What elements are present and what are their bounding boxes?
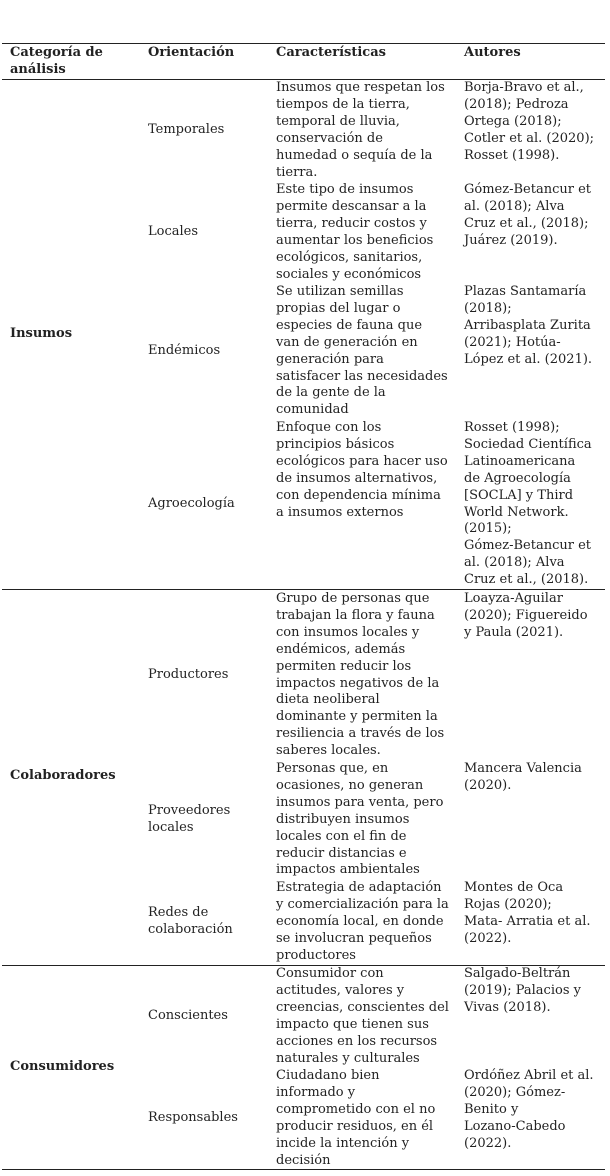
characteristics-line: generación para <box>276 351 384 367</box>
authors-line: de Agroecología <box>464 470 571 486</box>
characteristics-line: Estrategia de adaptación <box>276 880 442 895</box>
characteristics-line: Grupo de personas que <box>276 591 430 606</box>
characteristics-line: humedad o sequía de la <box>276 147 433 163</box>
characteristics-line: decisión <box>276 1152 331 1168</box>
characteristics-line: reducir distancias e <box>276 845 407 861</box>
characteristics-line: informado y <box>276 1084 356 1100</box>
characteristics-cell <box>276 966 449 1067</box>
characteristics-line: ecológicos para hacer uso <box>276 453 448 469</box>
orientation-cell <box>148 224 198 241</box>
characteristics-line: naturales y culturales <box>276 1050 420 1066</box>
characteristics-line: conservación de <box>276 130 383 146</box>
authors-line: Sociedad Científica <box>464 436 592 452</box>
characteristics-line: impactos ambientales <box>276 862 420 878</box>
authors-line: (2020); Figuereido <box>464 607 588 623</box>
characteristics-line: tierra, reducir costos y <box>276 215 427 231</box>
characteristics-cell <box>276 80 445 181</box>
orientation-line: Proveedores <box>148 803 231 818</box>
authors-cell <box>464 284 592 369</box>
authors-line: Borja-Bravo et al., <box>464 80 584 95</box>
characteristics-line: distribuyen insumos <box>276 811 410 827</box>
authors-line: Rosset (1998). <box>464 147 560 163</box>
characteristics-line: dieta neoliberal <box>276 692 380 708</box>
characteristics-cell <box>276 284 448 419</box>
orientation-cell <box>148 905 233 939</box>
characteristics-line: dominante y permiten la <box>276 709 438 725</box>
characteristics-line: ecológicos, sanitarios, <box>276 249 423 265</box>
authors-cell <box>464 80 594 165</box>
header-autores: Autores <box>464 45 521 60</box>
authors-cell <box>464 880 590 948</box>
characteristics-line: Personas que, en <box>276 761 389 776</box>
authors-line: Cruz et al., (2018); <box>464 215 589 231</box>
authors-line: (2020). <box>464 777 512 793</box>
characteristics-line: de insumos alternativos, <box>276 470 438 486</box>
characteristics-line: acciones en los recursos <box>276 1033 438 1049</box>
header-orientacion: Orientación <box>148 45 235 60</box>
authors-line: (2022). <box>464 930 512 946</box>
characteristics-line: Consumidor con <box>276 966 384 981</box>
rule-insumos-end <box>2 589 605 590</box>
characteristics-line: sociales y económicos <box>276 266 422 282</box>
authors-line: Cotler et al. (2020); <box>464 130 595 146</box>
characteristics-line: temporal de lluvia, <box>276 113 400 129</box>
authors-line: World Network. <box>464 504 569 520</box>
characteristics-line: economía local, en donde <box>276 913 444 929</box>
orientation-cell <box>148 343 220 360</box>
authors-line: (2015); <box>464 521 512 537</box>
authors-line: Latinoamericana <box>464 453 576 469</box>
authors-line: Vivas (2018). <box>464 999 551 1015</box>
characteristics-cell <box>276 1068 435 1169</box>
characteristics-line: permite descansar a la <box>276 198 427 214</box>
characteristics-line: ocasiones, no generan <box>276 777 424 793</box>
authors-line: Mata- Arratia et al. <box>464 913 591 929</box>
characteristics-line: Ciudadano bien <box>276 1068 380 1083</box>
authors-line: y Paula (2021). <box>464 624 564 640</box>
authors-line: (2021); Hotúa- <box>464 334 561 350</box>
authors-line: Salgado-Beltrán <box>464 966 571 981</box>
characteristics-line: con dependencia mínima <box>276 487 441 503</box>
characteristics-line: impactos negativos de la <box>276 675 440 691</box>
characteristics-line: tierra. <box>276 164 318 180</box>
authors-line: Montes de Oca <box>464 880 564 895</box>
authors-line: (2022). <box>464 1135 512 1151</box>
characteristics-line: producir residuos, en él <box>276 1118 434 1134</box>
authors-cell <box>464 182 591 250</box>
authors-cell <box>464 420 592 589</box>
authors-line: Cruz et al., (2018). <box>464 572 589 588</box>
authors-line: (2018); <box>464 300 512 316</box>
category-insumos: Insumos <box>10 326 73 341</box>
orientation-line: Locales <box>148 224 199 239</box>
characteristics-line: creencias, conscientes del <box>276 999 449 1015</box>
characteristics-line: endémicos, además <box>276 641 406 657</box>
characteristics-line: se involucran pequeños <box>276 930 432 946</box>
characteristics-line: especies de fauna que <box>276 317 423 333</box>
orientation-cell <box>148 667 228 684</box>
authors-line: Rosset (1998); <box>464 420 560 435</box>
orientation-cell <box>148 496 235 513</box>
authors-line: Juárez (2019). <box>464 232 558 248</box>
characteristics-line: y comercialización para la <box>276 896 449 912</box>
authors-line: al. (2018); Alva <box>464 555 565 571</box>
characteristics-line: de la gente de la <box>276 385 386 401</box>
header-categoria-line: Categoría de <box>10 45 103 60</box>
characteristics-line: principios básicos <box>276 436 395 452</box>
characteristics-line: comunidad <box>276 402 349 418</box>
orientation-line: locales <box>148 819 194 835</box>
characteristics-line: saberes locales. <box>276 743 381 759</box>
authors-cell <box>464 966 581 1017</box>
authors-line: Gómez-Betancur et <box>464 182 591 197</box>
characteristics-line: Se utilizan semillas <box>276 284 404 299</box>
header-caracteristicas: Características <box>276 45 386 60</box>
characteristics-line: tiempos de la tierra, <box>276 96 410 112</box>
category-consumidores: Consumidores <box>10 1059 115 1074</box>
characteristics-line: Insumos que respetan los <box>276 80 445 95</box>
characteristics-line: insumos para venta, pero <box>276 794 444 810</box>
orientation-line: Conscientes <box>148 1008 228 1023</box>
characteristics-line: resiliencia a través de los <box>276 726 445 742</box>
characteristics-cell <box>276 761 443 879</box>
orientation-line: Agroecología <box>148 496 235 511</box>
characteristics-line: aumentar los beneficios <box>276 232 434 248</box>
authors-line: [SOCLA] y Third <box>464 487 574 503</box>
authors-line: al. (2018); Alva <box>464 198 565 214</box>
characteristics-line: permiten reducir los <box>276 658 412 674</box>
authors-line: (2019); Palacios y <box>464 982 581 998</box>
characteristics-cell <box>276 420 448 521</box>
orientation-line: Responsables <box>148 1110 238 1125</box>
authors-cell <box>464 1068 594 1153</box>
orientation-cell <box>148 803 230 837</box>
characteristics-line: van de generación en <box>276 334 418 350</box>
orientation-cell <box>148 1008 228 1025</box>
orientation-cell <box>148 122 224 139</box>
characteristics-line: comprometido con el no <box>276 1101 436 1117</box>
authors-line: Arribasplata Zurita <box>464 317 591 333</box>
characteristics-line: actitudes, valores y <box>276 982 405 998</box>
characteristics-cell <box>276 591 444 760</box>
authors-line: (2020); Gómez- <box>464 1084 566 1100</box>
characteristics-cell <box>276 182 433 283</box>
authors-line: Gómez-Betancur et <box>464 538 591 554</box>
category-colaboradores: Colaboradores <box>10 768 116 783</box>
authors-line: Mancera Valencia <box>464 761 582 776</box>
header-categoria-line: análisis <box>10 61 66 77</box>
characteristics-line: Enfoque con los <box>276 420 382 435</box>
orientation-line: Temporales <box>148 122 225 137</box>
characteristics-line: a insumos externos <box>276 504 404 520</box>
authors-cell <box>464 761 582 795</box>
characteristics-line: propias del lugar o <box>276 300 401 316</box>
characteristics-line: incide la intención y <box>276 1135 410 1151</box>
orientation-line: Endémicos <box>148 343 221 358</box>
characteristics-line: satisfacer las necesidades <box>276 368 448 384</box>
characteristics-line: trabajan la flora y fauna <box>276 607 435 623</box>
authors-cell <box>464 591 588 642</box>
authors-line: Rojas (2020); <box>464 896 552 912</box>
characteristics-cell <box>276 880 449 965</box>
characteristics-line: con insumos locales y <box>276 624 420 640</box>
authors-line: Plazas Santamaría <box>464 284 587 299</box>
orientation-line: Productores <box>148 667 229 682</box>
orientation-line: colaboración <box>148 921 233 937</box>
orientation-line: Redes de <box>148 905 209 920</box>
characteristics-line: productores <box>276 947 356 963</box>
characteristics-line: Este tipo de insumos <box>276 182 414 197</box>
orientation-cell <box>148 1110 238 1127</box>
authors-line: López et al. (2021). <box>464 351 593 367</box>
authors-line: Ortega (2018); <box>464 113 562 129</box>
rule-top <box>2 43 605 44</box>
authors-line: Lozano-Cabedo <box>464 1118 566 1134</box>
authors-line: Loayza-Aguilar <box>464 591 563 606</box>
characteristics-line: impacto que tienen sus <box>276 1016 429 1032</box>
authors-line: (2018); Pedroza <box>464 96 569 112</box>
authors-line: Benito y <box>464 1101 519 1117</box>
characteristics-line: locales con el fin de <box>276 828 407 844</box>
header-categoria <box>10 45 103 79</box>
authors-line: Ordóñez Abril et al. <box>464 1068 594 1083</box>
